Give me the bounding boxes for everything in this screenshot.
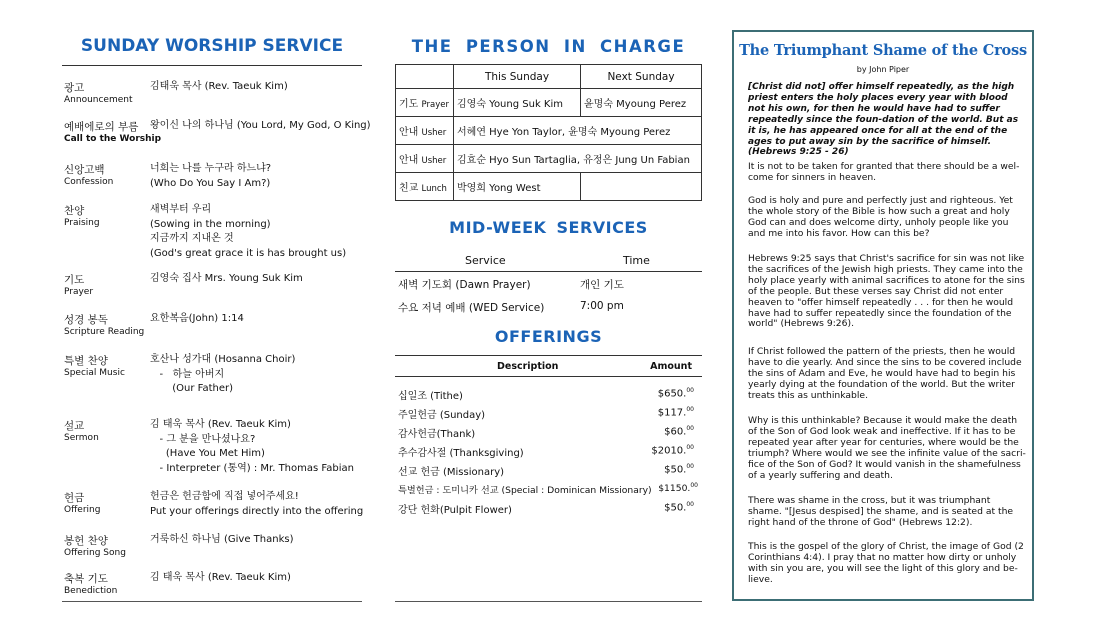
offering-amount (658, 387, 694, 399)
order-item-en: Confession (64, 177, 114, 187)
offering-amount (664, 463, 694, 475)
order-item-kr: 신앙고백 (64, 164, 105, 176)
midweek-title: MID-WEEK SERVICES (449, 218, 648, 237)
order-item-kr: 특별 찬양 (64, 355, 108, 367)
offering-desc: 감사헌금(Thank) (398, 429, 476, 440)
role-kr: 친교 (399, 183, 419, 194)
amount-cents: 00 (686, 463, 694, 470)
order-item-kr: 기도 (64, 274, 85, 286)
order-item-detail: 김 태욱 목사 (Rev. Taeuk Kim) - 그 분을 만나셨나요? (Have You Met Him) - Interpreter (통역) : Mr. Thomas Fabian (150, 419, 354, 474)
worship-order-panel (62, 30, 371, 602)
table-header-empty (396, 65, 454, 89)
offering-desc: 강단 헌화(Pulpit Flower) (398, 505, 512, 516)
table-row (396, 117, 702, 145)
order-item-detail: 김태욱 목사 (Rev. Taeuk Kim) (150, 81, 288, 92)
article-paragraph: Hebrews 9:25 says that Christ's sacrifice for sin was not like the sacrifices of the Jewish high priests. They came into the holy place yearly with animal sacrifices to atone for the sins of the people. But these verses say Christ did not enter heaven to "offer himself repeatedly . . . for then he would have had to suffer repeatedly since the foundation of the world" (Hebrews 9:26). (748, 253, 1025, 330)
order-item-en: Call to the Worship (64, 134, 162, 144)
order-item-en: Sermon (64, 433, 99, 443)
table-header-row (396, 65, 702, 89)
order-item-kr: 헌금 (64, 492, 85, 504)
amount-dollars: $2010. (651, 445, 687, 457)
article-panel (732, 30, 1034, 601)
order-item-en: Announcement (64, 95, 133, 105)
divider (62, 601, 362, 602)
offering-desc: 주일헌금 (Sunday) (398, 410, 486, 421)
role-cell (396, 145, 454, 173)
order-item-kr: 광고 (64, 82, 85, 94)
article-title: The Triumphant Shame of the Cross (739, 42, 1027, 59)
amount-cents: 00 (686, 425, 694, 432)
article-paragraph: God is holy and pure and perfectly just and righteous. Yet the whole story of the Bible is how such a great and holy God can and does welcome dirty, unholy people like you and me into his favor. How can this be? (748, 195, 1013, 239)
article-paragraph: Why is this unthinkable? Because it would make the death of the Son of God look weak and ineffective. If it has to be repeated year after year for centuries, where would be the triumph? Where would we see the infinite value of the sacri-fice of the Son of God? It would vanish in the shamefulness of a yearly suffering and death. (748, 415, 1026, 481)
order-item-detail: 김영숙 집사 Mrs. Young Suk Kim (150, 273, 303, 284)
order-item-kr: 성경 봉독 (64, 314, 108, 326)
role-cell (396, 117, 454, 145)
order-item-kr: 설교 (64, 420, 85, 432)
amount-cents: 00 (686, 501, 694, 508)
info-panel (395, 30, 702, 602)
next-sunday-cell (581, 173, 702, 201)
role-kr: 안내 (399, 155, 419, 166)
article-paragraph: This is the gospel of the glory of Christ, the image of God (2 Corinthians 4:4). I pray that no matter how dirty or unholy with sin you are, you will see the light of this glory and be-lieve. (748, 541, 1024, 585)
midweek-header (395, 252, 702, 272)
role-en: Prayer (421, 100, 449, 110)
charge-table (395, 64, 702, 201)
this-sunday-cell: 김효순 Hyo Sun Tartaglia, 유정은 Jung Un Fabian (454, 145, 702, 173)
amount-dollars: $60. (664, 426, 687, 438)
order-item-en: Offering Song (64, 548, 126, 558)
order-item-detail: 왕이신 나의 하나님 (You Lord, My God, O King) (150, 120, 371, 131)
order-item-en: Prayer (64, 287, 94, 297)
amount-cents: 00 (690, 482, 698, 489)
role-cell (396, 89, 454, 117)
order-item-kr: 봉헌 찬양 (64, 535, 108, 547)
role-kr: 안내 (399, 127, 419, 138)
midweek-service: 새벽 기도회 (Dawn Prayer) (398, 279, 531, 291)
order-item-detail: 새벽부터 우리 (Sowing in the morning) 지금까지 지내온 것 (God's great grace it is has brought us) (150, 204, 347, 259)
role-en: Lunch (421, 184, 447, 194)
order-item-en: Scripture Reading (64, 327, 145, 337)
amount-dollars: $1150. (658, 483, 691, 495)
worship-title: SUNDAY WORSHIP SERVICE (62, 30, 362, 66)
offering-amount (658, 406, 694, 418)
table-row (396, 173, 702, 201)
article-paragraph: It is not to be taken for granted that there should be a wel-come for sinners in heaven. (748, 161, 1020, 183)
offering-desc: 십일조 (Tithe) (398, 391, 463, 402)
amount-cents: 00 (686, 406, 694, 413)
offerings-col-amount: Amount (650, 361, 692, 372)
article-byline: by John Piper (856, 65, 910, 74)
offering-desc: 선교 헌금 (Missionary) (398, 467, 505, 478)
offerings-header (395, 355, 702, 377)
offering-amount (664, 425, 694, 437)
offering-amount (658, 482, 698, 494)
amount-dollars: $650. (657, 388, 687, 400)
this-sunday-cell: 박영희 Yong West (454, 173, 581, 201)
order-item-detail: 호산나 성가대 (Hosanna Choir) - 하늘 아버지 (Our Father) (150, 354, 296, 395)
order-item-en: Offering (64, 505, 101, 515)
role-kr: 기도 (399, 99, 419, 110)
order-item-detail: 거룩하신 하나님 (Give Thanks) (150, 534, 294, 545)
article-paragraph: [Christ did not] offer himself repeatedly, as the high priest enters the holy places every year with blood not his own, for then he would have had to suffer repeatedly since the foun-dation of the world. But as it is, he has appeared once for all at the end of the ages to put away sin by the sacrifice of himself. (Hebrews 9:25 - 26) (748, 82, 1019, 158)
order-item-en: Special Music (64, 368, 125, 378)
table-row (396, 89, 702, 117)
offerings-title: OFFERINGS (494, 327, 603, 346)
order-item-kr: 찬양 (64, 205, 85, 217)
order-item-en: Praising (64, 218, 100, 228)
offering-amount (651, 444, 694, 456)
role-en: Usher (421, 156, 447, 166)
charge-title: THE PERSON IN CHARGE (411, 37, 686, 56)
order-item-detail: 너희는 나를 누구라 하느냐? (Who Do You Say I Am?) (150, 163, 272, 189)
order-item-en: Benediction (64, 586, 118, 596)
offerings-col-description: Description (497, 361, 559, 372)
role-en: Usher (421, 128, 447, 138)
midweek-service: 수요 저녁 예배 (WED Service) (398, 302, 545, 314)
midweek-time: 개인 기도 (580, 279, 624, 291)
order-item-kr: 예배에로의 부름 (64, 121, 139, 133)
table-row (396, 145, 702, 173)
offering-desc: 추수감사절 (Thanksgiving) (398, 448, 524, 459)
offering-amount (664, 501, 694, 513)
amount-dollars: $50. (664, 502, 687, 514)
article-paragraph: There was shame in the cross, but it was triumphant shame. "[Jesus despised] the shame, and is seated at the right hand of the throne of God" (Hebrews 12:2). (748, 495, 1014, 528)
midweek-col-service: Service (465, 254, 506, 267)
article-paragraph: If Christ followed the pattern of the priests, then he would have to die yearly. And since the sins to be covered include the sins of Adam and Eve, he would have had to begin his yearly dying at the foundation of the world. But the writer treats this as unthinkable. (748, 346, 1022, 401)
table-header-next-sunday: Next Sunday (581, 65, 702, 89)
amount-cents: 00 (686, 387, 694, 394)
offering-desc: 특별헌금 : 도미니카 선교 (Special : Dominican Missionary) (398, 485, 652, 496)
this-sunday-cell: 김영숙 Young Suk Kim (454, 89, 581, 117)
next-sunday-cell: 윤명숙 Myoung Perez (581, 89, 702, 117)
amount-dollars: $50. (664, 464, 687, 476)
table-header-this-sunday: This Sunday (454, 65, 581, 89)
divider (395, 601, 702, 602)
role-cell (396, 173, 454, 201)
order-item-detail: 헌금은 헌금함에 직접 넣어주세요! Put your offerings directly into the offering (150, 491, 364, 517)
this-sunday-cell: 서혜연 Hye Yon Taylor, 윤명숙 Myoung Perez (454, 117, 702, 145)
amount-dollars: $117. (657, 407, 687, 419)
order-item-detail: 김 태욱 목사 (Rev. Taeuk Kim) (150, 572, 291, 583)
order-item-kr: 축복 기도 (64, 573, 108, 585)
amount-cents: 00 (686, 444, 694, 451)
midweek-time: 7:00 pm (580, 300, 624, 312)
midweek-col-time: Time (623, 254, 650, 267)
order-item-detail: 요한복음(John) 1:14 (150, 313, 244, 324)
